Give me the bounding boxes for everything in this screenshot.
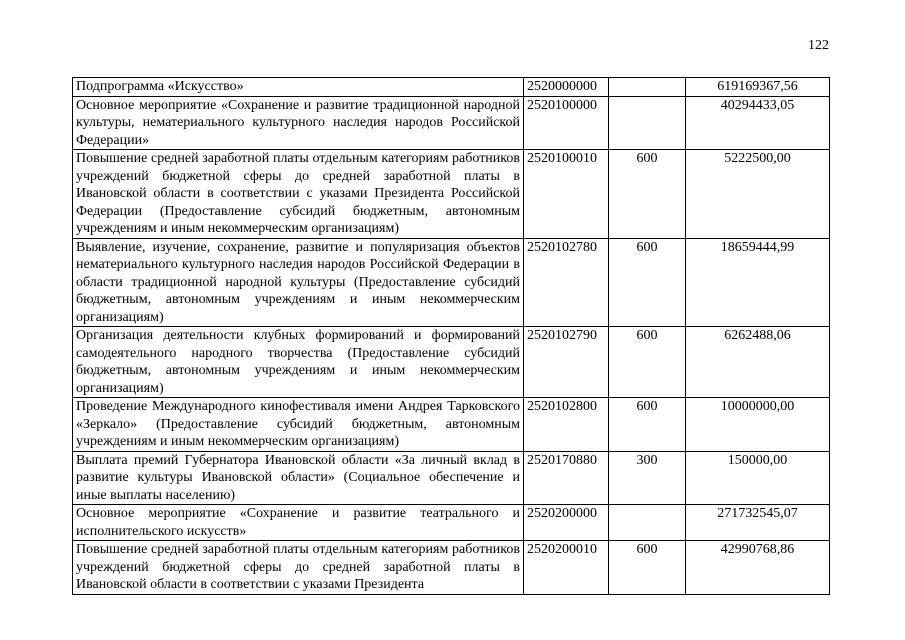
row-amount: 6262488,06	[686, 327, 830, 398]
row-name: Выявление, изучение, сохранение, развитие и популяризация объектов нематериального культурного наследия народов Российской Федерации в области традиционной народной культуры (Предоставление субсидий бюджетным, автономным учреждениям и иным некоммерческим организациям)	[73, 238, 524, 327]
table-row	[73, 238, 830, 327]
row-amount: 271732545,07	[686, 505, 830, 541]
row-name: Проведение Международного кинофестиваля имени Андрея Тарковского «Зеркало» (Предоставление субсидий бюджетным, автономным учреждениям и иным некоммерческим организациям)	[73, 398, 524, 452]
row-target-code: 2520200000	[524, 505, 609, 541]
row-amount: 18659444,99	[686, 238, 830, 327]
row-target-code: 2520100000	[524, 96, 609, 150]
table-row	[73, 451, 830, 505]
table-row	[73, 398, 830, 452]
row-target-code: 2520200010	[524, 541, 609, 595]
table-row	[73, 78, 830, 97]
table-row	[73, 541, 830, 595]
row-target-code: 2520102780	[524, 238, 609, 327]
row-target-code: 2520170880	[524, 451, 609, 505]
row-amount: 150000,00	[686, 451, 830, 505]
row-expense-kind: 600	[609, 327, 686, 398]
page-number: 122	[808, 38, 829, 53]
row-amount: 619169367,56	[686, 78, 830, 97]
row-amount: 5222500,00	[686, 150, 830, 239]
row-name: Повышение средней заработной платы отдельным категориям работников учреждений бюджетной сферы до средней заработной платы в Ивановской области в соответствии с указами Президента Российской Федерации (Предоставление субсидий бюджетным, автономным учреждениям и иным некоммерческим организациям)	[73, 150, 524, 239]
row-target-code: 2520102790	[524, 327, 609, 398]
row-amount: 42990768,86	[686, 541, 830, 595]
table-row	[73, 96, 830, 150]
row-expense-kind	[609, 505, 686, 541]
row-expense-kind: 600	[609, 238, 686, 327]
row-name: Организация деятельности клубных формирований и формирований самодеятельного народного творчества (Предоставление субсидий бюджетным, автономным учреждениям и иным некоммерческим организациям)	[73, 327, 524, 398]
budget-table	[72, 77, 830, 595]
row-target-code: 2520000000	[524, 78, 609, 97]
row-name: Подпрограмма «Искусство»	[73, 78, 524, 97]
row-expense-kind	[609, 96, 686, 150]
row-amount: 40294433,05	[686, 96, 830, 150]
table-row	[73, 150, 830, 239]
row-target-code: 2520102800	[524, 398, 609, 452]
row-amount: 10000000,00	[686, 398, 830, 452]
row-name: Основное мероприятие «Сохранение и развитие традиционной народной культуры, нематериального культурного наследия народов Российской Федерации»	[73, 96, 524, 150]
row-expense-kind: 600	[609, 150, 686, 239]
row-target-code: 2520100010	[524, 150, 609, 239]
table-row	[73, 327, 830, 398]
row-name: Основное мероприятие «Сохранение и развитие театрального и исполнительского искусств»	[73, 505, 524, 541]
row-name: Выплата премий Губернатора Ивановской области «За личный вклад в развитие культуры Ивановской области» (Социальное обеспечение и иные выплаты населению)	[73, 451, 524, 505]
table-row	[73, 505, 830, 541]
row-name: Повышение средней заработной платы отдельным категориям работников учреждений бюджетной сферы до средней заработной платы в Ивановской области в соответствии с указами Президента	[73, 541, 524, 595]
row-expense-kind	[609, 78, 686, 97]
row-expense-kind: 600	[609, 541, 686, 595]
row-expense-kind: 300	[609, 451, 686, 505]
row-expense-kind: 600	[609, 398, 686, 452]
